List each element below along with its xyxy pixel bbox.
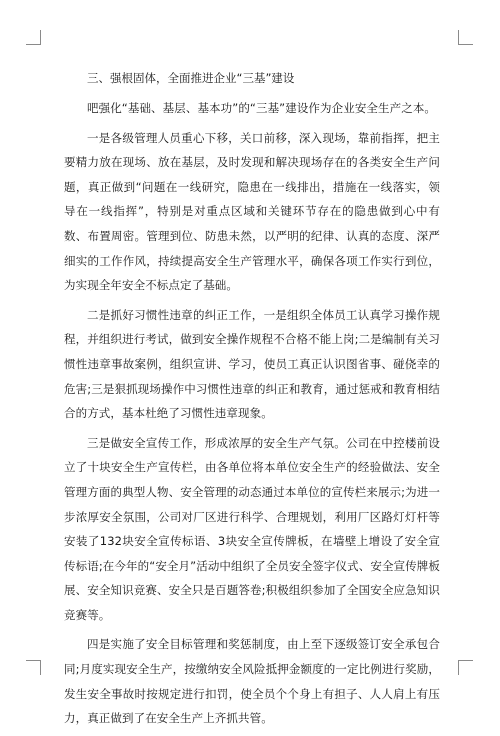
paragraph-2: 二是抓好习惯性违章的纠正工作，一是组织全体员工认真学习操作规程，并组织进行考试，做到安全操作规程不合格不能上岗;二是编制有关习惯性违章事故案例，组织宣讲、学习，使员工真正认识图省事、碰侥幸的危害;三是狠抓现场操作中习惯性违章的纠正和教育，通过惩戒和教育相结合的方式，基本杜绝了习惯性违章现象。 (64, 307, 440, 421)
crop-mark-bottom-left (26, 660, 41, 675)
paragraph-intro: 吧强化“基础、基层、基本功”的“三基”建设作为企业安全生产之本。 (87, 101, 437, 115)
crop-mark-bottom-right (458, 660, 473, 675)
section-heading: 三、强根固体，全面推进企业“三基”建设 (87, 71, 295, 85)
crop-mark-top-right (458, 30, 473, 45)
paragraph-4: 四是实施了安全目标管理和奖惩制度，由上至下逐级签订安全承包合同;月度实现安全生产，按缴纳安全风险抵押金额度的一定比例进行奖励，发生安全事故时按规定进行扣罚，使全员个个身上有担子、人人肩上有压力，真正做到了在安全生产上齐抓共管。 (64, 637, 440, 726)
document-body (64, 66, 440, 736)
crop-mark-top-left (26, 30, 41, 45)
paragraph-3: 三是做安全宣传工作，形成浓厚的安全生产气氛。公司在中控楼前设立了十块安全生产宣传栏，由各单位将本单位安全生产的经验做法、安全管理方面的典型人物、安全管理的动态通过本单位的宣传栏来展示;为进一步浓厚安全氛围，公司对厂区进行科学、合理规划，利用厂区路灯灯杆等安装了132块安全宣传标语、3块安全宣传牌板，在墙壁上增设了安全宣传标语;在今年的“安全月”活动中组织了全员安全签字仪式、安全宣传牌板展、安全知识竞赛、安全只是百题答卷;积极组织参加了全国安全应急知识竞赛等。 (64, 435, 440, 622)
paragraph-1: 一是各级管理人员重心下移，关口前移，深入现场，靠前指挥，把主要精力放在现场、放在基层，及时发现和解决现场存在的各类安全生产问题，真正做到“问题在一线研究，隐患在一线排出，措施在一线落实，领导在一线指挥”，特别是对重点区域和关键环节存在的隐患做到心中有数、布置周密。管理到位、防患未然，以严明的纪律、认真的态度、深严细实的工作作风，持续提高安全生产管理水平，确保各项工作实行到位，为实现全年安全不标点定了基础。 (64, 130, 440, 293)
